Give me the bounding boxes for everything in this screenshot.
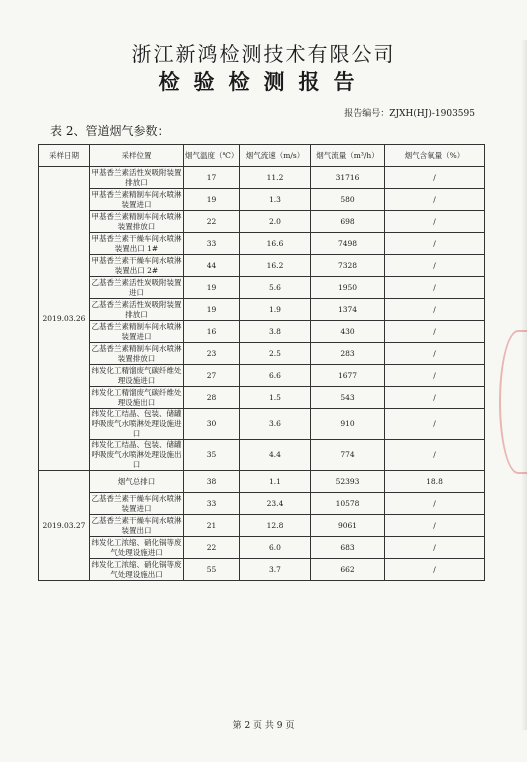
table-row (39, 409, 485, 440)
location-cell: 乙基香兰素活性炭吸附装置进口 (91, 277, 182, 297)
table-row (39, 277, 485, 299)
company-name: 浙江新鸿检测技术有限公司 (131, 42, 396, 66)
location-cell: 纬发化工精馏废气碳纤维处理设施出口 (91, 387, 182, 407)
flow-cell: 9061 (311, 515, 385, 537)
oxygen-cell: / (385, 321, 485, 343)
temperature-cell: 17 (184, 167, 240, 189)
temperature-cell: 30 (184, 409, 240, 440)
sampling-date-cell: 2019.03.26 (39, 167, 90, 471)
flow-cell: 31716 (311, 167, 385, 189)
table-row (39, 255, 485, 277)
flow-cell: 910 (311, 409, 385, 440)
flow-cell: 698 (311, 211, 385, 233)
velocity-cell: 16.2 (240, 255, 311, 277)
oxygen-cell: / (385, 343, 485, 365)
oxygen-cell: / (385, 211, 485, 233)
table-row (39, 537, 485, 559)
sampling-date-cell: 2019.03.27 (39, 471, 90, 581)
temperature-cell: 33 (184, 493, 240, 515)
location-cell: 纬发化工精馏废气碳纤维处理设施进口 (91, 365, 182, 385)
flow-cell: 774 (311, 440, 385, 471)
flow-cell: 283 (311, 343, 385, 365)
temperature-cell: 21 (184, 515, 240, 537)
table-row (39, 471, 485, 493)
table-row (39, 515, 485, 537)
flow-cell: 7328 (311, 255, 385, 277)
flow-cell: 580 (311, 189, 385, 211)
velocity-cell: 16.6 (240, 233, 311, 255)
oxygen-cell: / (385, 255, 485, 277)
velocity-cell: 1.9 (240, 299, 311, 321)
velocity-cell: 2.5 (240, 343, 311, 365)
temperature-cell: 19 (184, 299, 240, 321)
oxygen-cell: / (385, 537, 485, 559)
flow-cell: 10578 (311, 493, 385, 515)
temperature-cell: 33 (184, 233, 240, 255)
temperature-cell: 19 (184, 189, 240, 211)
location-cell: 甲基香兰素干燥车间水喷淋装置出口 1# (91, 233, 182, 253)
location-cell: 甲基香兰素精制车间水喷淋装置进口 (91, 189, 182, 209)
temperature-cell: 16 (184, 321, 240, 343)
table-header-row (39, 145, 485, 167)
velocity-cell: 23.4 (240, 493, 311, 515)
oxygen-cell: / (385, 365, 485, 387)
temperature-cell: 22 (184, 211, 240, 233)
temperature-cell: 44 (184, 255, 240, 277)
velocity-cell: 2.0 (240, 211, 311, 233)
location-cell: 纬发化工浓缩、硝化锅等废气处理设施出口 (91, 559, 182, 579)
velocity-cell: 3.7 (240, 559, 311, 581)
col-header-oxygen: 烟气含氧量（%） (385, 145, 485, 167)
velocity-cell: 1.1 (240, 471, 311, 493)
velocity-cell: 1.3 (240, 189, 311, 211)
temperature-cell: 19 (184, 277, 240, 299)
table-row (39, 321, 485, 343)
velocity-cell: 5.6 (240, 277, 311, 299)
location-cell: 纬发化工浓缩、硝化锅等废气处理设施进口 (91, 537, 182, 557)
table-row (39, 440, 485, 471)
velocity-cell: 3.8 (240, 321, 311, 343)
report-number: 报告编号：ZJXH(HJ)-1903595 (344, 109, 475, 119)
flow-cell: 1374 (311, 299, 385, 321)
temperature-cell: 35 (184, 440, 240, 471)
flow-cell: 1950 (311, 277, 385, 299)
table-row (39, 189, 485, 211)
oxygen-cell: / (385, 559, 485, 581)
table-row (39, 211, 485, 233)
velocity-cell: 11.2 (240, 167, 311, 189)
flue-gas-parameters-table (38, 144, 485, 581)
page-footer: 第 2 页 共 9 页 (232, 721, 295, 731)
location-cell: 乙基香兰素活性炭吸附装置排放口 (91, 299, 182, 319)
velocity-cell: 4.4 (240, 440, 311, 471)
oxygen-cell: / (385, 387, 485, 409)
section-title: 表 2、管道烟气参数： (50, 124, 170, 138)
table-row (39, 233, 485, 255)
table-row (39, 365, 485, 387)
table-row (39, 299, 485, 321)
oxygen-cell: / (385, 440, 485, 471)
temperature-cell: 55 (184, 559, 240, 581)
temperature-cell: 28 (184, 387, 240, 409)
location-cell: 乙基香兰素精制车间水喷淋装置排放口 (91, 343, 182, 363)
velocity-cell: 3.6 (240, 409, 311, 440)
temperature-cell: 22 (184, 537, 240, 559)
flow-cell: 430 (311, 321, 385, 343)
location-cell: 纬发化工结晶、包装、储罐呼吸废气水喷淋处理设施进口 (91, 409, 182, 438)
oxygen-cell: / (385, 167, 485, 189)
oxygen-cell: / (385, 189, 485, 211)
oxygen-cell: / (385, 493, 485, 515)
col-header-date: 采样日期 (39, 145, 90, 167)
location-cell: 烟气总排口 (90, 471, 184, 493)
table-row (39, 559, 485, 581)
velocity-cell: 6.6 (240, 365, 311, 387)
col-header-temperature: 烟气温度（℃） (184, 145, 240, 167)
flow-cell: 543 (311, 387, 385, 409)
location-cell: 纬发化工结晶、包装、储罐呼吸废气水喷淋处理设施出口 (91, 440, 182, 469)
oxygen-cell: 18.8 (385, 471, 485, 493)
table-row (39, 343, 485, 365)
location-cell: 乙基香兰素精制车间水喷淋装置进口 (91, 321, 182, 341)
table-body (39, 167, 485, 581)
flow-cell: 7498 (311, 233, 385, 255)
report-title: 检验检测报告 (158, 70, 369, 94)
seal-stamp (499, 330, 527, 474)
velocity-cell: 12.8 (240, 515, 311, 537)
velocity-cell: 1.5 (240, 387, 311, 409)
oxygen-cell: / (385, 515, 485, 537)
location-cell: 甲基香兰素活性炭吸附装置排放口 (91, 167, 182, 187)
temperature-cell: 38 (184, 471, 240, 493)
flow-cell: 683 (311, 537, 385, 559)
col-header-velocity: 烟气流速（m/s） (240, 145, 311, 167)
oxygen-cell: / (385, 409, 485, 440)
oxygen-cell: / (385, 299, 485, 321)
velocity-cell: 6.0 (240, 537, 311, 559)
oxygen-cell: / (385, 277, 485, 299)
oxygen-cell: / (385, 233, 485, 255)
col-header-flow: 烟气流量（m³/h） (311, 145, 385, 167)
table-row (39, 387, 485, 409)
flow-cell: 1677 (311, 365, 385, 387)
flow-cell: 52393 (311, 471, 385, 493)
temperature-cell: 23 (184, 343, 240, 365)
table-row (39, 493, 485, 515)
location-cell: 乙基香兰素干燥车间水喷淋装置出口 (91, 515, 182, 535)
location-cell: 乙基香兰素干燥车间水喷淋装置进口 (91, 493, 182, 513)
col-header-location: 采样位置 (90, 145, 184, 167)
location-cell: 甲基香兰素精制车间水喷淋装置排放口 (91, 211, 182, 231)
table-row (39, 167, 485, 189)
location-cell: 甲基香兰素干燥车间水喷淋装置出口 2# (91, 255, 182, 275)
temperature-cell: 27 (184, 365, 240, 387)
flow-cell: 662 (311, 559, 385, 581)
